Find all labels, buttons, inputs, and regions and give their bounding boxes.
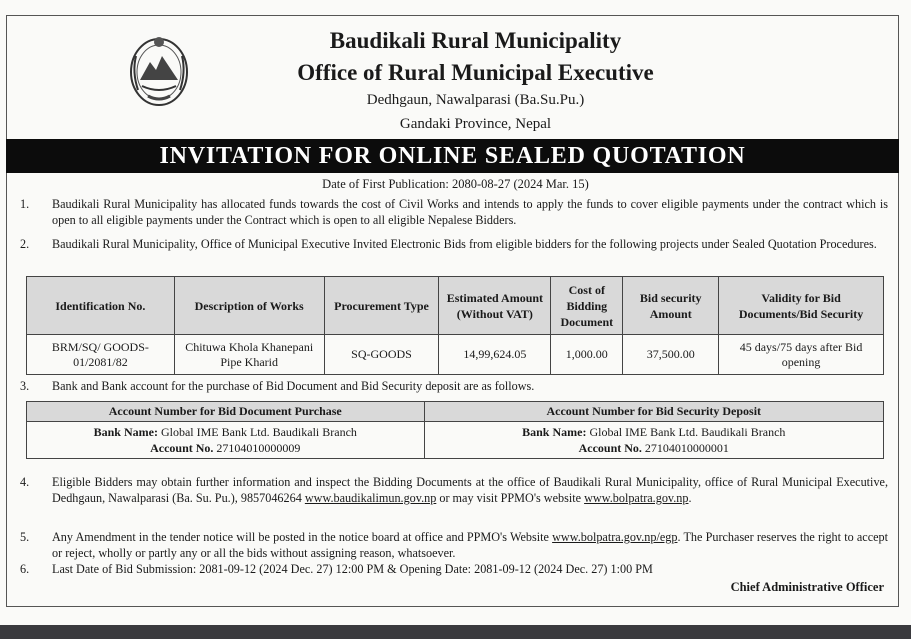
paragraph-text: Any Amendment in the tender notice will be posted in the notice board at office and PPMO's Website www.bolpatra.gov.np/egp. The Purchaser reserves the right to accept or reject, wholly or partly any or all the bids without assigning reason, whatsoever. [52,530,888,560]
cell-validity: 45 days/75 days after Bid opening [719,335,884,375]
account-number-value: 27104010000009 [216,441,301,455]
account-number-label: Account No. [150,441,214,455]
paragraph-text: Last Date of Bid Submission: 2081-09-12 (2024 Dec. 27) 12:00 PM & Opening Date: 2081-09-12 (2024 Dec. 27) 1:00 PM [52,562,653,576]
bank-name-label: Bank Name: [93,425,158,439]
table-header-row [27,277,884,335]
cell-security-account [424,422,883,459]
ppmo-website-link[interactable]: www.bolpatra.gov.np [584,491,689,505]
address: Dedhgaun, Nawalparasi (Ba.Su.Pu.) [366,92,585,108]
col-description: Description of Works [174,277,324,335]
paragraph-number: 6. [20,562,30,576]
cell-document-account [27,422,425,459]
paragraph-3 [20,378,888,394]
col-procurement-type: Procurement Type [324,277,439,335]
col-validity: Validity for Bid Documents/Bid Security [719,277,884,335]
paragraph-number: 4. [20,475,30,489]
table-row [27,422,884,459]
cell-cost-document: 1,000.00 [551,335,623,375]
paragraph-5 [20,529,888,561]
table-header-row [27,402,884,422]
page-edge [0,625,911,639]
bank-name-value: Global IME Bank Ltd. Baudikali Branch [160,425,357,439]
egp-website-link[interactable]: www.bolpatra.gov.np/egp [552,530,678,544]
col-security-account: Account Number for Bid Security Deposit [424,402,883,422]
paragraph-4 [20,474,888,506]
municipality-website-link[interactable]: www.baudikalimun.gov.np [304,491,437,505]
signature: Chief Administrative Officer [730,580,884,594]
bank-name-value: Global IME Bank Ltd. Baudikali Branch [589,425,786,439]
table-row [27,335,884,375]
notice-title: INVITATION FOR ONLINE SEALED QUOTATION [6,139,899,173]
account-number-value: 27104010000001 [644,441,729,455]
bank-name-label: Bank Name: [522,425,587,439]
col-estimated-amount: Estimated Amount (Without VAT) [439,277,551,335]
paragraph-6 [20,561,888,577]
cell-bid-security: 37,500.00 [623,335,719,375]
paragraph-text: Bank and Bank account for the purchase of Bid Document and Bid Security deposit are as follows. [52,379,535,393]
paragraph-1 [20,196,888,228]
bid-table [26,276,884,375]
col-bid-security: Bid security Amount [623,277,719,335]
account-table [26,401,884,459]
paragraph-number: 2. [20,237,30,251]
cell-procurement-type: SQ-GOODS [324,335,439,375]
col-cost-document: Cost of Bidding Document [551,277,623,335]
province: Gandaki Province, Nepal [399,116,552,132]
paragraph-number: 5. [20,530,30,544]
cell-description: Chituwa Khola Khanepani Pipe Kharid [174,335,324,375]
cell-identification: BRM/SQ/ GOODS-01/2081/82 [27,335,175,375]
paragraph-number: 3. [20,379,30,393]
col-identification: Identification No. [27,277,175,335]
paragraph-text: Baudikali Rural Municipality, Office of Municipal Executive Invited Electronic Bids from eligible bidders for the following projects under Sealed Quotation Procedures. [52,237,877,251]
paragraph-text: Baudikali Rural Municipality has allocated funds towards the cost of Civil Works and intends to apply the funds to cover eligible payments under the contract which is open to all eligible payments under the Contract which is open to all eligible Nepalese Bidders. [52,197,888,227]
paragraph-text: Eligible Bidders may obtain further information and inspect the Bidding Documents at the office of Baudikali Rural Municipality, office of Rural Municipal Executive, Dedhgaun, Nawalparasi (Ba. Su. Pu.), 9857046264 www.baudikalimun.gov.np or may visit PPMO's website www.bolpatra.gov.np. [52,475,888,505]
municipality-name: Baudikali Rural Municipality [329,28,622,53]
col-document-account: Account Number for Bid Document Purchase [27,402,425,422]
office-name: Office of Rural Municipal Executive [297,60,654,85]
paragraph-number: 1. [20,197,30,211]
publication-date: Date of First Publication: 2080-08-27 (2024 Mar. 15) [322,177,589,191]
cell-estimated-amount: 14,99,624.05 [439,335,551,375]
account-number-label: Account No. [578,441,642,455]
paragraph-2 [20,236,888,252]
